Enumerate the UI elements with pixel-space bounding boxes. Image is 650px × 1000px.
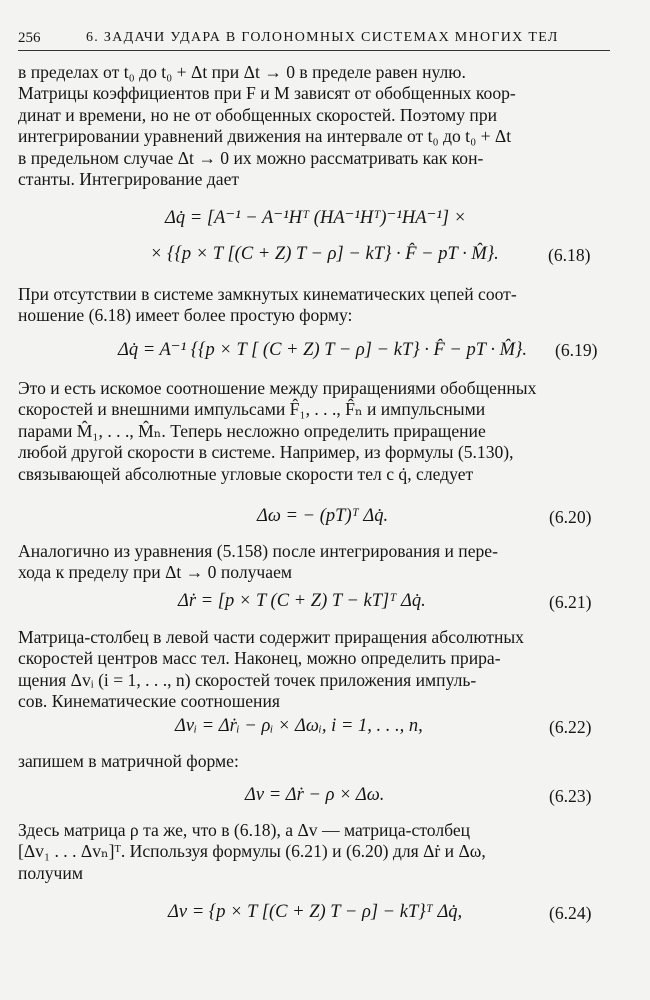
paragraph-2 [18,284,610,327]
equation-number-6-23: (6.23) [549,786,592,806]
paragraph-4 [18,541,610,584]
text-line: сов. Кинематические соотношения [18,691,280,712]
text-line: При отсутствии в системе замкнутых кинематических цепей соот- [18,284,517,304]
text-line: связывающей абсолютные угловые скорости тел с q̇, следует [18,463,474,484]
equation-6-22: Δvᵢ = Δṙᵢ − ρᵢ × Δωᵢ, i = 1, . . ., n, [175,716,423,736]
text-line: в предельном случае Δt → 0 их можно рассматривать как кон- [18,147,484,168]
equation-number-6-22: (6.22) [549,717,592,737]
text-line: [Δv₁ . . . Δvₙ]ᵀ. Используя формулы (6.21) и (6.20) для Δṙ и Δω, [18,841,486,862]
page-header [18,28,610,51]
text-line: станты. Интегрирование дает [18,168,240,189]
page-number: 256 [18,30,41,46]
text-line: Матрицы коэффициентов при F и M зависят от обобщенных коор- [18,83,516,104]
equation-number-6-21: (6.21) [549,592,592,612]
text-line: запишем в матричной форме: [18,751,239,771]
equation-number-6-18: (6.18) [548,245,591,265]
running-title: 6. ЗАДАЧИ УДАРА В ГОЛОНОМНЫХ СИСТЕМАХ МНОГИХ ТЕЛ [86,30,559,45]
equation-6-20: Δω = − (pT)ᵀ Δq̇. [257,506,389,526]
text-line: скоростей и внешними импульсами F̂₁, . . ., F̂ₙ и импульсными [18,399,486,420]
equation-6-18-line-1: Δq̇ = [A⁻¹ − A⁻¹Hᵀ (HA⁻¹Hᵀ)⁻¹HA⁻¹] × [165,208,467,228]
equation-6-21: Δṙ = [p × T (C + Z) T − kT]ᵀ Δq̇. [178,591,426,611]
paragraph-1 [18,62,610,190]
equation-number-6-24: (6.24) [549,903,592,923]
text-line: Аналогично из уравнения (5.158) после интегрирования и пере- [18,541,498,561]
equation-6-18-line-2: × {{p × T [(C + Z) T − ρ] − kT} · F̂ − pT · M̂}. [150,244,499,264]
text-line: в пределах от t₀ до t₀ + Δt при Δt → 0 в пределе равен нулю. [18,62,466,82]
text-line: получим [18,862,83,883]
equation-number-6-20: (6.20) [549,507,592,527]
text-line: хода к пределу при Δt → 0 получаем [18,562,293,583]
equation-number-6-19: (6.19) [555,340,598,360]
text-line: Это и есть искомое соотношение между приращениями обобщенных [18,378,537,398]
text-line: динат и времени, но не от обобщенных скоростей. Поэтому при [18,104,498,125]
text-line: Матрица-столбец в левой части содержит приращения абсолютных [18,627,524,647]
text-line: щения Δvᵢ (i = 1, . . ., n) скоростей точек приложения импуль- [18,669,477,690]
text-line: скоростей центров масс тел. Наконец, можно определить прира- [18,648,501,669]
equation-6-23: Δv = Δṙ − ρ × Δω. [245,785,385,805]
text-line: Здесь матрица ρ та же, что в (6.18), а Δv — матрица-столбец [18,820,471,840]
paragraph-6 [18,751,610,772]
text-line: парами M̂₁, . . ., M̂ₙ. Теперь несложно определить приращение [18,420,486,441]
equation-6-19: Δq̇ = A⁻¹ {{p × T [ (C + Z) T − ρ] − kT} · F̂ − pT · M̂}. [118,340,528,360]
text-line: любой другой скорости в системе. Например, из формулы (5.130), [18,442,514,463]
paragraph-5 [18,627,610,713]
text-line: ношение (6.18) имеет более простую форму: [18,305,353,326]
paragraph-7 [18,820,610,884]
equation-6-24: Δv = {p × T [(C + Z) T − ρ] − kT}ᵀ Δq̇, [168,902,463,922]
text-line: интегрировании уравнений движения на интервале от t₀ до t₀ + Δt [18,126,512,147]
paragraph-3 [18,378,610,485]
